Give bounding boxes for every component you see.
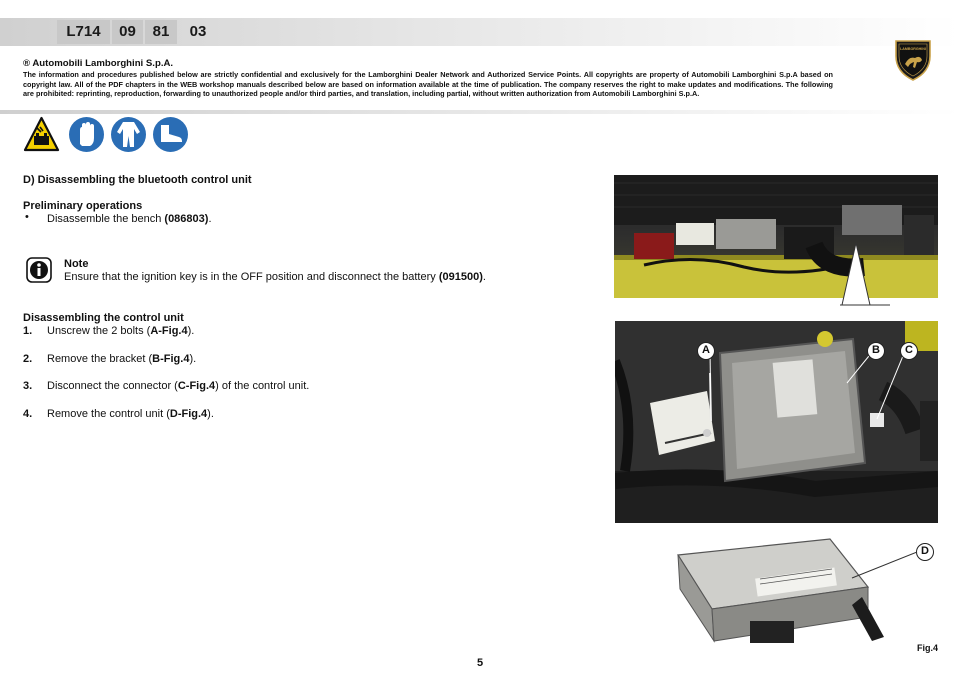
page-number: 5 xyxy=(477,657,484,669)
step-number: 2. xyxy=(23,353,33,365)
note-text: Ensure that the ignition key is in the OFF position and disconnect the battery (091500). xyxy=(64,271,486,283)
callout-d-leader xyxy=(850,552,920,582)
step-text: Remove the control unit (D-Fig.4). xyxy=(47,408,214,420)
doc-code-section: 03 xyxy=(189,23,207,40)
step-text: Disconnect the connector (C-Fig.4) of the control unit. xyxy=(47,380,310,392)
bench-ref: (086803) xyxy=(164,213,209,225)
step-text: Remove the bracket (B-Fig.4). xyxy=(47,353,197,365)
step-number: 3. xyxy=(23,380,33,392)
callout-c: C xyxy=(900,342,918,360)
preliminary-title: Preliminary operations xyxy=(23,200,143,212)
callout-leaders xyxy=(615,321,938,523)
copyright-notice xyxy=(23,58,833,99)
doc-code-group: 09 xyxy=(112,20,143,44)
callout-a: A xyxy=(697,342,715,360)
warning-battery-icon xyxy=(23,116,60,153)
header-divider xyxy=(0,110,960,114)
info-icon xyxy=(26,257,52,283)
header-bar xyxy=(0,18,960,46)
figure-label: Fig.4 xyxy=(917,643,939,653)
zoom-indicator xyxy=(840,243,890,323)
safety-shoes-icon xyxy=(152,116,189,153)
svg-text:LAMBORGHINI: LAMBORGHINI xyxy=(900,47,926,51)
battery-ref: (091500) xyxy=(438,271,483,283)
disassembly-title: Disassembling the control unit xyxy=(23,312,184,324)
doc-code-subgroup: 81 xyxy=(145,20,177,44)
doc-code-model: L714 xyxy=(57,20,110,44)
preliminary-instruction: Disassemble the bench (086803). xyxy=(47,213,212,225)
copyright-title: ® Automobili Lamborghini S.p.A. xyxy=(23,58,174,69)
step-number: 1. xyxy=(23,325,33,337)
gloves-icon xyxy=(68,116,105,153)
step-number: 4. xyxy=(23,408,33,420)
overalls-icon xyxy=(110,116,147,153)
callout-d: D xyxy=(916,543,934,561)
copyright-text: The information and procedures published below are strictly confidential and exclusively for the Lamborghini Dealer Network and Authorized Service Points. All copyrights are property of Automobili Lamborghini S.p.A based on copyright law. All of the PDF chapters in the WEB workshop manuals described below are based on information available at the time of publication. The company reserves the right to make updates and modifications. The following are prohibited: reprinting, reproduction, forwarding to unauthorized people and/or third parties, and translation, including partial, without written authorization from Automobili Lamborghini S.p.A. xyxy=(23,70,833,99)
step-text: Unscrew the 2 bolts (A-Fig.4). xyxy=(47,325,195,337)
lamborghini-logo xyxy=(893,38,933,82)
bullet-point: • xyxy=(25,211,29,223)
note-title: Note xyxy=(64,258,89,270)
section-title: D) Disassembling the bluetooth control unit xyxy=(23,174,252,186)
callout-b: B xyxy=(867,342,885,360)
